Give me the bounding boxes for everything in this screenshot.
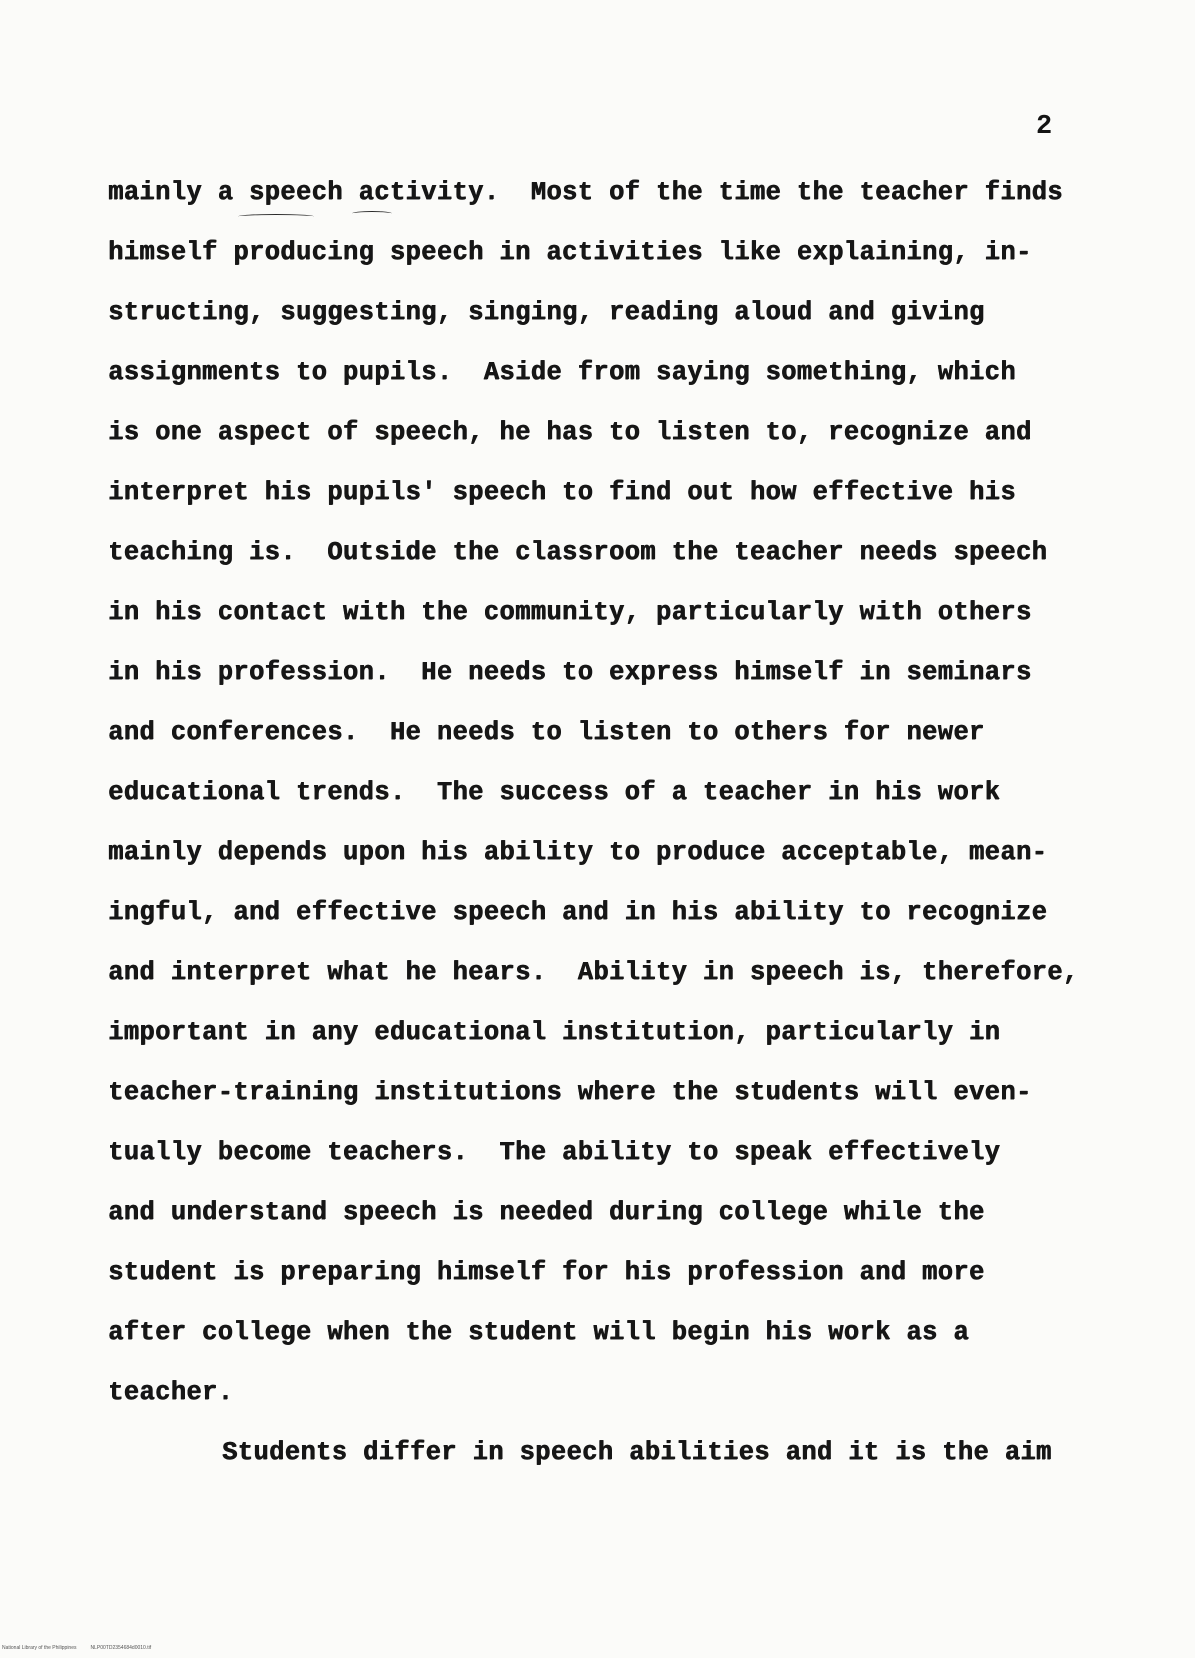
page-number: 2 bbox=[1036, 112, 1053, 142]
text-line: interpret his pupils' speech to find out how effective his bbox=[108, 478, 1016, 507]
body-text bbox=[108, 178, 1128, 1498]
text-line: and conferences. He needs to listen to others for newer bbox=[108, 718, 985, 747]
text-line: in his contact with the community, particularly with others bbox=[108, 598, 1032, 627]
text-line: tually become teachers. The ability to speak effectively bbox=[108, 1138, 1001, 1167]
scan-footer bbox=[2, 1645, 165, 1651]
text-line: himself producing speech in activities like explaining, in- bbox=[108, 238, 1032, 267]
text-line: ingful, and effective speech and in his ability to recognize bbox=[108, 898, 1048, 927]
text-line: structing, suggesting, singing, reading aloud and giving bbox=[108, 298, 985, 327]
text-line: teacher. bbox=[108, 1378, 234, 1407]
text-line: mainly depends upon his ability to produce acceptable, mean- bbox=[108, 838, 1048, 867]
text-line: teacher-training institutions where the students will even- bbox=[108, 1078, 1032, 1107]
paragraph-start-line: Students differ in speech abilities and it is the aim bbox=[222, 1438, 1052, 1467]
text-line: in his profession. He needs to express himself in seminars bbox=[108, 658, 1032, 687]
text-line: and understand speech is needed during college while the bbox=[108, 1198, 985, 1227]
text-line: and interpret what he hears. Ability in speech is, therefore, bbox=[108, 958, 1079, 987]
text-line: teaching is. Outside the classroom the teacher needs speech bbox=[108, 538, 1048, 567]
text-line: after college when the student will begin his work as a bbox=[108, 1318, 969, 1347]
text-line: is one aspect of speech, he has to listen to, recognize and bbox=[108, 418, 1032, 447]
footer-source: National Library of the Philippines bbox=[2, 1645, 77, 1651]
text-line: important in any educational institution, particularly in bbox=[108, 1018, 1001, 1047]
text-line: student is preparing himself for his profession and more bbox=[108, 1258, 985, 1287]
footer-file-id: NLP00TD2354684d0010.tif bbox=[90, 1645, 152, 1651]
text-line: assignments to pupils. Aside from saying something, which bbox=[108, 358, 1016, 387]
text-line: mainly a speech activity. Most of the time the teacher finds bbox=[108, 178, 1063, 207]
text-line: educational trends. The success of a teacher in his work bbox=[108, 778, 1001, 807]
